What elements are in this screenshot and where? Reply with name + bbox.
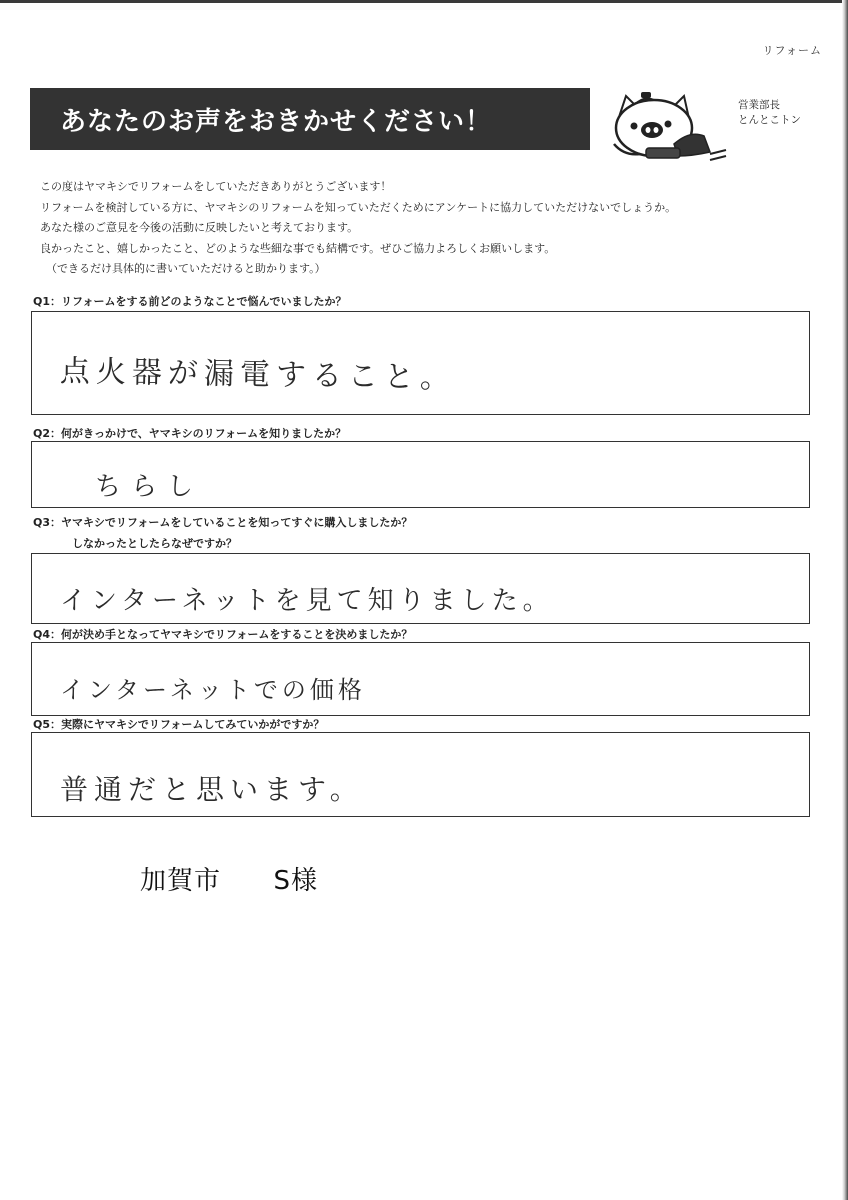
- intro-line: この度はヤマキシでリフォームをしていただきありがとうございます！: [40, 180, 392, 193]
- question-3-label: Q3：ヤマキシでリフォームをしていることを知ってすぐに購入しましたか？: [33, 516, 413, 529]
- category-label: リフォーム: [762, 44, 822, 57]
- question-4-label: Q4：何が決め手となってヤマキシでリフォームをすることを決めましたか？: [33, 628, 413, 641]
- scan-edge-top: [0, 0, 848, 3]
- scan-edge-right: [842, 0, 848, 1200]
- answer-2: ちらし: [95, 472, 204, 502]
- answer-3: インターネットを見て知りました。: [60, 586, 554, 616]
- question-3-sublabel: しなかったとしたらなぜですか？: [72, 537, 237, 550]
- customer-signature: [140, 860, 318, 897]
- question-1-label: Q1：リフォームをする前どのようなことで悩んでいましたか？: [33, 295, 347, 308]
- mascot-caption: [738, 98, 801, 128]
- pig-mascot-with-helmet-icon: [606, 86, 736, 166]
- customer-city: 加賀市: [140, 866, 222, 896]
- mascot-role: 営業部長: [738, 99, 780, 111]
- intro-line: 良かったこと、嬉しかったこと、どのような些細な事でも結構です。ぜひご協力よろしくお願いします。: [40, 241, 556, 255]
- title-banner: [30, 88, 590, 150]
- answer-1: 点火器が漏電すること。: [59, 354, 457, 396]
- intro-line: リフォームを検討している方に、ヤマキシのリフォームを知っていただくためにアンケートに協力していただけないでしょうか。: [40, 200, 677, 214]
- intro-line: （できるだけ具体的に書いていただけると助かります。）: [46, 262, 326, 275]
- customer-name: S様: [273, 866, 319, 896]
- intro-text: [40, 177, 676, 280]
- mascot-name: とんとこトン: [738, 114, 801, 126]
- question-2-label: Q2：何がきっかけで、ヤマキシのリフォームを知りましたか？: [33, 427, 347, 440]
- answer-4: インターネットでの価格: [60, 676, 366, 704]
- answer-5: 普通だと思います。: [60, 773, 364, 806]
- question-5-label: Q5：実際にヤマキシでリフォームしてみていかがですか？: [33, 718, 325, 731]
- page-title: あなたのお声をおきかせください！: [60, 106, 493, 137]
- intro-line: あなた様のご意見を今後の活動に反映したいと考えております。: [40, 221, 359, 234]
